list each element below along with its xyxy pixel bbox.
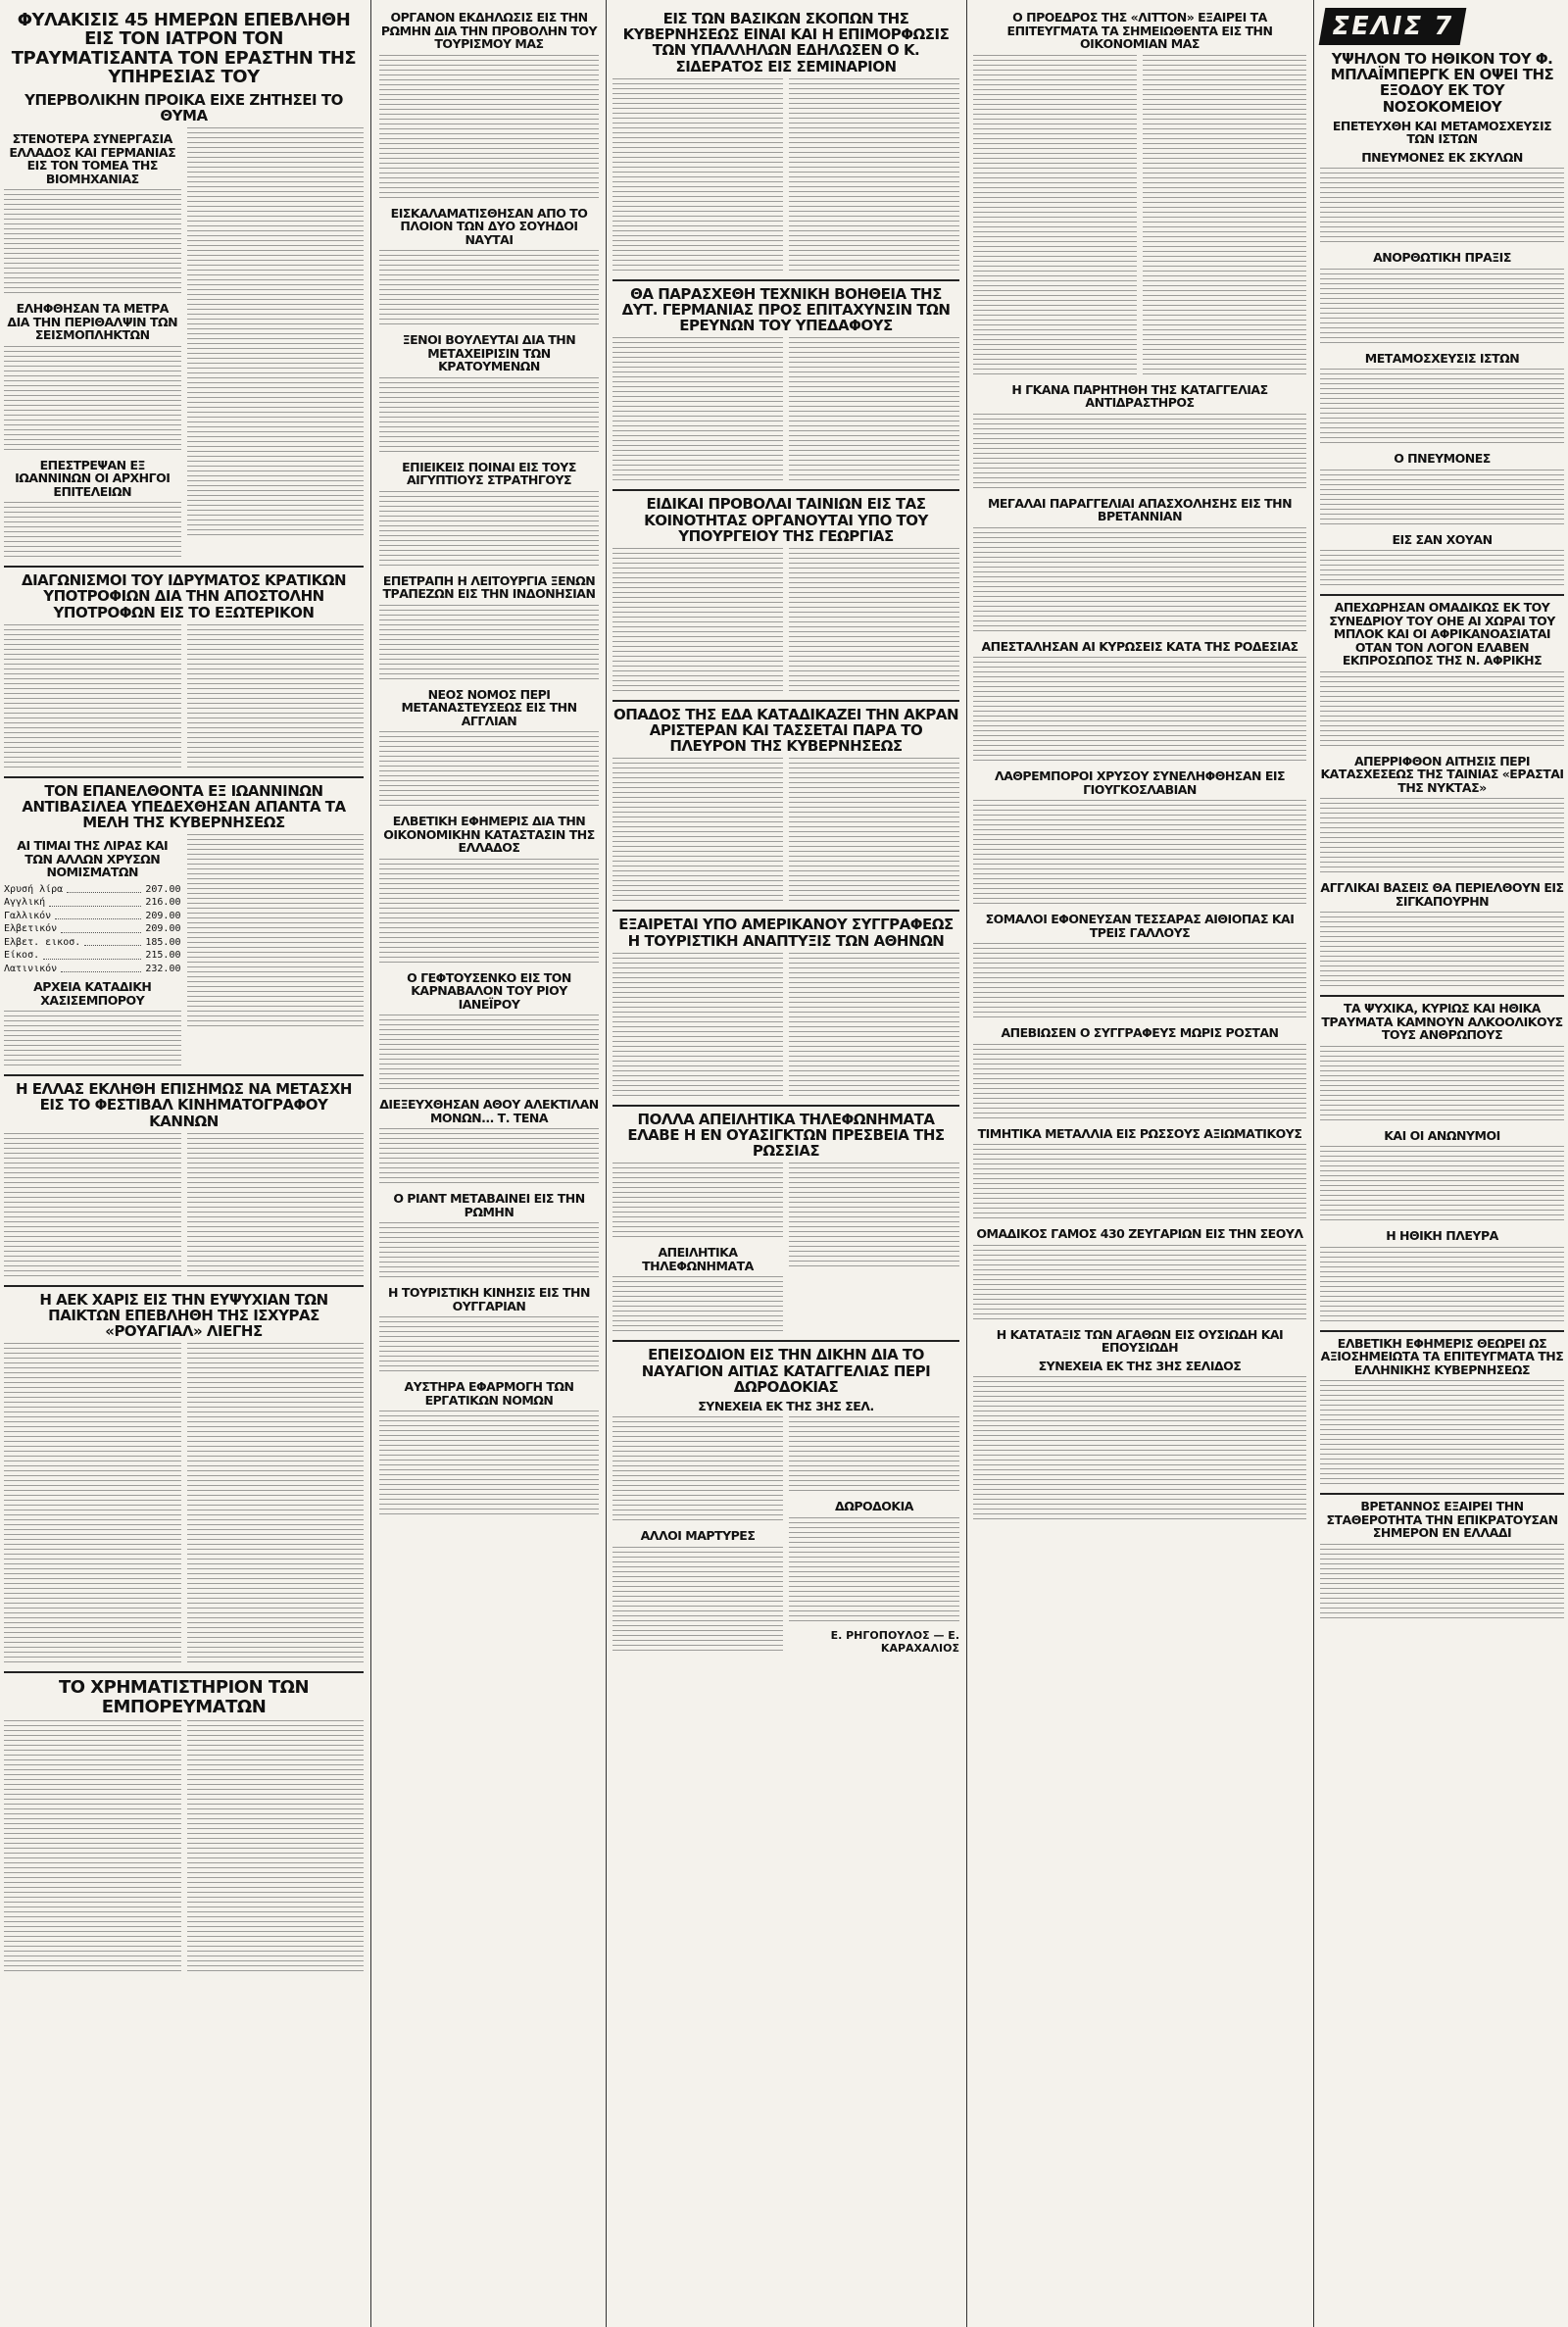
article-body [4, 346, 181, 454]
headline: ΕΛΒΕΤΙΚΗ ΕΦΗΜΕΡΙΣ ΘΕΩΡΕΙ ΩΣ ΑΞΙΟΣΗΜΕΙΩΤΑ ΤΑ ΕΠΙΤΕΥΓΜΑΤΑ ΤΗΣ ΕΛΛΗΝΙΚΗΣ ΚΥΒΕΡΝΗΣΕΩΣ [1320, 1335, 1564, 1377]
article-body [612, 78, 783, 274]
article-body [612, 1163, 783, 1241]
subheadline: Η ΗΘΙΚΗ ΠΛΕΥΡΑ [1386, 1228, 1498, 1244]
article-body [973, 414, 1306, 492]
headline: ΕΠΕΙΣΟΔΙΟΝ ΕΙΣ ΤΗΝ ΔΙΚΗΝ ΔΙΑ ΤΟ ΝΑΥΑΓΙΟΝ ΑΙΤΙΑΣ ΚΑΤΑΓΓΕΛΙΑΣ ΠΕΡΙ ΔΩΡΟΔΟΚΙΑΣ [641, 1346, 931, 1396]
article-body [187, 624, 365, 771]
article-body [612, 337, 783, 484]
article-body [1320, 912, 1564, 990]
headline: ΕΞΑΙΡΕΤΑΙ ΥΠΟ ΑΜΕΡΙΚΑΝΟΥ ΣΥΓΓΡΑΦΕΩΣ Η ΤΟΥΡΙΣΤΙΚΗ ΑΝΑΠΤΥΞΙΣ ΤΩΝ ΑΘΗΝΩΝ [618, 916, 954, 950]
headline: ΕΙΣΚΑΛΑΜΑΤΙΣΘΗΣΑΝ ΑΠΟ ΤΟ ΠΛΟΙΟΝ ΤΩΝ ΔΥΟ ΣΟΥΗΔΟΙ ΝΑΥΤΑΙ [390, 205, 588, 247]
article-body [379, 377, 599, 456]
headline: Ο ΓΕΦΤΟΥΣΕΝΚΟ ΕΙΣ ΤΟΝ ΚΑΡΝΑΒΑΛΟΝ ΤΟΥ ΡΙΟΥ ΙΑΝΕΪΡΟΥ [407, 969, 571, 1012]
headline: ΤΟΝ ΕΠΑΝΕΛΘΟΝΤΑ ΕΞ ΙΩΑΝΝΙΝΩΝ ΑΝΤΙΒΑΣΙΛΕΑ ΥΠΕΔΕΧΘΗΣΑΝ ΑΠΑΝΤΑ ΤΑ ΜΕΛΗ ΤΗΣ ΚΥΒΕΡΝΗΣΕΩΣ [22, 781, 346, 832]
article-body [379, 731, 599, 810]
article-body [379, 491, 599, 569]
article-body [1320, 550, 1564, 589]
headline: ΣΟΜΑΛΟΙ ΕΦΟΝΕΥΣΑΝ ΤΕΣΣΑΡΑΣ ΑΙΘΙΟΠΑΣ ΚΑΙ ΤΡΕΙΣ ΓΑΛΛΟΥΣ [985, 912, 1295, 940]
article-body [1320, 671, 1564, 750]
divider [612, 1105, 959, 1107]
article-body [789, 78, 959, 274]
article-body [973, 527, 1306, 635]
column-3 [609, 0, 963, 2327]
article-body [789, 1163, 959, 1270]
article-body [789, 758, 959, 905]
column-5 [1316, 0, 1568, 2327]
headline: ΠΟΛΛΑ ΑΠΕΙΛΗΤΙΚΑ ΤΗΛΕΦΩΝΗΜΑΤΑ ΕΛΑΒΕ Η ΕΝ ΟΥΑΣΙΓΚΤΩΝ ΠΡΕΣΒΕΙΑ ΤΗΣ ΡΩΣΣΙΑΣ [627, 1110, 945, 1161]
subheadline: ΠΝΕΥΜΟΝΕΣ ΕΚ ΣΚΥΛΩΝ [1361, 149, 1523, 165]
headline: ΑΓΓΛΙΚΑΙ ΒΑΣΕΙΣ ΘΑ ΠΕΡΙΕΛΘΟΥΝ ΕΙΣ ΣΙΓΚΑΠΟΥΡΗΝ [1320, 880, 1564, 909]
headline: ΑΠΕΣΤΑΛΗΣΑΝ ΑΙ ΚΥΡΩΣΕΙΣ ΚΑΤΑ ΤΗΣ ΡΟΔΕΣΙΑΣ [981, 638, 1298, 654]
headline: ΑΡΧΕΙΑ ΚΑΤΑΔΙΚΗ ΧΑΣΙΣΕΜΠΟΡΟΥ [33, 979, 152, 1008]
byline: Ε. ΡΗΓΟΠΟΥΛΟΣ — Ε. ΚΑΡΑΧΑΛΙΟΣ [830, 1628, 959, 1655]
article-body [973, 800, 1306, 908]
article-body [379, 1316, 599, 1375]
subheadline: ΑΛΛΟΙ ΜΑΡΤΥΡΕΣ [640, 1528, 756, 1544]
article-body [1320, 168, 1564, 246]
column-4 [969, 0, 1310, 2327]
headline: ΔΙΕΞΕΥΧΘΗΣΑΝ ΑΘΟΥ ΑΛΕΚΤΙΛΑΝ ΜΟΝΩΝ... Τ. ΤΕΝΑ [379, 1097, 599, 1125]
article-body [379, 1128, 599, 1187]
article-body [187, 127, 365, 539]
article-body [379, 605, 599, 683]
divider [1320, 594, 1564, 596]
article-body [1320, 1380, 1564, 1488]
headline: Ο ΡΙΑΝΤ ΜΕΤΑΒΑΙΝΕΙ ΕΙΣ ΤΗΝ ΡΩΜΗΝ [393, 1191, 585, 1219]
article-body [1320, 269, 1564, 347]
headline: ΑΥΣΤΗΡΑ ΕΦΑΡΜΟΓΗ ΤΩΝ ΕΡΓΑΤΙΚΩΝ ΝΟΜΩΝ [404, 1379, 574, 1408]
headline: ΤΑ ΨΥΧΙΚΑ, ΚΥΡΙΩΣ ΚΑΙ ΗΘΙΚΑ ΤΡΑΥΜΑΤΑ ΚΑΜΝΟΥΝ ΑΛΚΟΟΛΙΚΟΥΣ ΤΟΥΣ ΑΝΘΡΩΠΟΥΣ [1321, 1001, 1563, 1043]
column-rule [606, 0, 607, 2327]
article-body [187, 834, 365, 1030]
headline: ΘΑ ΠΑΡΑΣΧΕΘΗ ΤΕΧΝΙΚΗ ΒΟΗΘΕΙΑ ΤΗΣ ΔΥΤ. ΓΕΡΜΑΝΙΑΣ ΠΡΟΣ ΕΠΙΤΑΧΥΝΣΙΝ ΤΩΝ ΕΡΕΥΝΩΝ ΤΟΥ ΥΠΕΔΑΦΟΥΣ [621, 284, 951, 335]
column-rule [370, 0, 371, 2327]
price-row: Χρυσή λίρα 207.00 [4, 883, 181, 895]
article-body [1320, 369, 1564, 447]
column-1 [0, 0, 368, 2327]
headline: ΟΡΓΑΝΟΝ ΕΚΔΗΛΩΣΙΣ ΕΙΣ ΤΗΝ ΡΩΜΗΝ ΔΙΑ ΤΗΝ ΠΡΟΒΟΛΗΝ ΤΟΥ ΤΟΥΡΙΣΜΟΥ ΜΑΣ [380, 10, 598, 51]
headline: Η ΓΚΑΝΑ ΠΑΡΗΤΗΘΗ ΤΗΣ ΚΑΤΑΓΓΕΛΙΑΣ ΑΝΤΙΔΡΑΣΤΗΡΟΣ [1011, 381, 1268, 410]
subheadline: ΑΝΟΡΘΩΤΙΚΗ ΠΡΑΞΙΣ [1373, 250, 1511, 266]
article-body [379, 1411, 599, 1518]
headline: ΕΠΕΤΕΥΧΘΗ ΚΑΙ ΜΕΤΑΜΟΣΧΕΥΣΙΣ ΤΩΝ ΙΣΤΩΝ [1332, 118, 1552, 147]
article-body [973, 657, 1306, 765]
article-body [789, 337, 959, 484]
page-number-logo: ΣΕΛΙΣ 7 [1319, 8, 1467, 45]
column-rule [1313, 0, 1314, 2327]
subheadline: ΑΠΕΙΛΗΤΙΚΑ ΤΗΛΕΦΩΝΗΜΑΤΑ [642, 1245, 754, 1273]
divider [4, 1074, 364, 1076]
continuation-label: ΣΥΝΕΧΕΙΑ ΕΚ ΤΗΣ 3ΗΣ ΣΕΛ. [698, 1398, 874, 1413]
divider [1320, 995, 1564, 997]
article-body [612, 1416, 783, 1524]
article-body [379, 1222, 599, 1281]
article-body [379, 55, 599, 202]
article-body [789, 1517, 959, 1625]
article-body [4, 1720, 181, 1975]
article-body [789, 548, 959, 695]
headline: ΔΙΑΓΩΝΙΣΜΟΙ ΤΟΥ ΙΔΡΥΜΑΤΟΣ ΚΡΑΤΙΚΩΝ ΥΠΟΤΡΟΦΙΩΝ ΔΙΑ ΤΗΝ ΑΠΟΣΤΟΛΗΝ ΥΠΟΤΡΟΦΩΝ ΕΙΣ ΤΟ ΕΞΩΤΕΡΙΚΟΝ [21, 571, 347, 621]
subheadline: ΕΙΣ ΣΑΝ ΧΟΥΑΝ [1392, 531, 1493, 547]
headline: ΟΠΑΔΟΣ ΤΗΣ ΕΔΑ ΚΑΤΑΔΙΚΑΖΕΙ ΤΗΝ ΑΚΡΑΝ ΑΡΙΣΤΕΡΑΝ ΚΑΙ ΤΑΣΣΕΤΑΙ ΠΑΡΑ ΤΟ ΠΛΕΥΡΟΝ ΤΗΣ ΚΥΒΕΡΝΗΣΕΩΣ [612, 705, 959, 756]
article-body [4, 189, 181, 297]
headline: ΛΑΘΡΕΜΠΟΡΟΙ ΧΡΥΣΟΥ ΣΥΝΕΛΗΦΘΗΣΑΝ ΕΙΣ ΓΙΟΥΓΚΟΣΛΑΒΙΑΝ [994, 768, 1286, 797]
article-body [973, 1144, 1306, 1222]
article-body [187, 1133, 365, 1280]
column-rule [966, 0, 967, 2327]
headline: Ο ΠΡΟΕΔΡΟΣ ΤΗΣ «ΛΙΤΤΟΝ» ΕΞΑΙΡΕΙ ΤΑ ΕΠΙΤΕΥΓΜΑΤΑ ΤΑ ΣΗΜΕΙΩΘΕΝΤΑ ΕΙΣ ΤΗΝ ΟΙΚΟΝΟΜΙΑΝ ΜΑΣ [1006, 10, 1273, 51]
price-row: Γαλλικόν 209.00 [4, 910, 181, 921]
article-body [612, 758, 783, 905]
article-body [4, 1133, 181, 1280]
subheadline: ΥΠΕΡΒΟΛΙΚΗΝ ΠΡΟΙΚΑ ΕΙΧΕ ΖΗΤΗΣΕΙ ΤΟ ΘΥΜΑ [24, 90, 343, 124]
column-2 [375, 0, 603, 2327]
price-row: Είκοσ. 215.00 [4, 950, 181, 962]
headline: Η ΤΟΥΡΙΣΤΙΚΗ ΚΙΝΗΣΙΣ ΕΙΣ ΤΗΝ ΟΥΓΓΑΡΙΑΝ [388, 1285, 590, 1313]
headline: ΑΠΕΒΙΩΣΕΝ Ο ΣΥΓΓΡΑΦΕΥΣ ΜΩΡΙΣ ΡΟΣΤΑΝ [1001, 1025, 1279, 1040]
price-row: Ελβετικόν 209.00 [4, 923, 181, 935]
article-body [973, 1245, 1306, 1323]
article-body [187, 1343, 365, 1666]
price-row: Ελβετ. εικοσ. 185.00 [4, 936, 181, 948]
headline: ΣΤΕΝΟΤΕΡΑ ΣΥΝΕΡΓΑΣΙΑ ΕΛΛΑΔΟΣ ΚΑΙ ΓΕΡΜΑΝΙΑΣ ΕΙΣ ΤΟΝ ΤΟΜΕΑ ΤΗΣ ΒΙΟΜΗΧΑΝΙΑΣ [9, 131, 176, 186]
headline: ΟΜΑΔΙΚΟΣ ΓΑΜΟΣ 430 ΖΕΥΓΑΡΙΩΝ ΕΙΣ ΤΗΝ ΣΕΟΥΛ [976, 1226, 1303, 1241]
headline: ΑΙ ΤΙΜΑΙ ΤΗΣ ΛΙΡΑΣ ΚΑΙ ΤΩΝ ΑΛΛΩΝ ΧΡΥΣΩΝ ΝΟΜΙΣΜΑΤΩΝ [17, 838, 169, 880]
headline: ΑΠΕΡΡΙΦΘΟΝ ΑΙΤΗΣΙΣ ΠΕΡΙ ΚΑΤΑΣΧΕΣΕΩΣ ΤΗΣ ΤΑΙΝΙΑΣ «ΕΡΑΣΤΑΙ ΤΗΣ ΝΥΚΤΑΣ» [1320, 753, 1564, 795]
divider [1320, 1330, 1564, 1332]
divider [612, 279, 959, 281]
headline: ΕΛΒΕΤΙΚΗ ΕΦΗΜΕΡΙΣ ΔΙΑ ΤΗΝ ΟΙΚΟΝΟΜΙΚΗΝ ΚΑΤΑΣΤΑΣΙΝ ΤΗΣ ΕΛΛΑΔΟΣ [383, 814, 595, 855]
divider [1320, 1493, 1564, 1495]
headline: ΞΕΝΟΙ ΒΟΥΛΕΥΤΑΙ ΔΙΑ ΤΗΝ ΜΕΤΑΧΕΙΡΙΣΙΝ ΤΩΝ ΚΡΑΤΟΥΜΕΝΩΝ [402, 332, 576, 373]
headline: ΑΠΕΧΩΡΗΣΑΝ ΟΜΑΔΙΚΩΣ ΕΚ ΤΟΥ ΣΥΝΕΔΡΙΟΥ ΤΟΥ ΟΗΕ ΑΙ ΧΩΡΑΙ ΤΟΥ ΜΠΛΟΚ ΚΑΙ ΟΙ ΑΦΡΙΚΑΝΟΑΣΙΑΤΑΙ ΟΤΑΝ ΤΟΝ ΛΟΓΟΝ ΕΛΑΒΕΝ ΕΚΠΡΟΣΩΠΟΣ ΤΗΣ Ν. ΑΦΡΙΚΗΣ [1329, 600, 1555, 668]
price-row: Αγγλική 216.00 [4, 897, 181, 909]
article-body [379, 859, 599, 966]
article-body [789, 1416, 959, 1495]
article-body [1320, 470, 1564, 528]
subheadline: ΚΑΙ ΟΙ ΑΝΩΝΥΜΟΙ [1384, 1127, 1500, 1143]
article-body [973, 1044, 1306, 1122]
headline: ΕΛΗΦΘΗΣΑΝ ΤΑ ΜΕΤΡΑ ΔΙΑ ΤΗΝ ΠΕΡΙΘΑΛΨΙΝ ΤΩΝ ΣΕΙΣΜΟΠΛΗΚΤΩΝ [7, 301, 178, 343]
headline: ΜΕΓΑΛΑΙ ΠΑΡΑΓΓΕΛΙΑΙ ΑΠΑΣΧΟΛΗΣΗΣ ΕΙΣ ΤΗΝ ΒΡΕΤΑΝΝΙΑΝ [987, 495, 1293, 523]
article-body [612, 548, 783, 695]
article-body [973, 55, 1137, 378]
article-body [1143, 55, 1306, 378]
article-body [4, 502, 181, 561]
headline: Η ΑΕΚ ΧΑΡΙΣ ΕΙΣ ΤΗΝ ΕΥΨΥΧΙΑΝ ΤΩΝ ΠΑΙΚΤΩΝ ΕΠΕΒΛΗΘΗ ΤΗΣ ΙΣΧΥΡΑΣ «ΡΟΥΑΓΙΑΛ» ΛΙΕΓΗΣ [39, 1290, 328, 1341]
divider [612, 700, 959, 702]
headline: ΕΙΔΙΚΑΙ ΠΡΟΒΟΛΑΙ ΤΑΙΝΙΩΝ ΕΙΣ ΤΑΣ ΚΟΙΝΟΤΗΤΑΣ ΟΡΓΑΝΟΥΤΑΙ ΥΠΟ ΤΟΥ ΥΠΟΥΡΓΕΙΟΥ ΤΗΣ ΓΕΩΡΓΙΑΣ [644, 495, 928, 545]
headline: ΕΙΣ ΤΩΝ ΒΑΣΙΚΩΝ ΣΚΟΠΩΝ ΤΗΣ ΚΥΒΕΡΝΗΣΕΩΣ ΕΙΝΑΙ ΚΑΙ Η ΕΠΙΜΟΡΦΩΣΙΣ ΤΩΝ ΥΠΑΛΛΗΛΩΝ ΕΔΗΛΩΣΕΝ Ο Κ. ΣΙΔΕΡΑΤΟΣ ΕΙΣ ΣΕΜΙΝΑΡΙΟΝ [622, 10, 950, 75]
article-body [4, 1011, 181, 1069]
headline: ΝΕΟΣ ΝΟΜΟΣ ΠΕΡΙ ΜΕΤΑΝΑΣΤΕΥΣΕΩΣ ΕΙΣ ΤΗΝ ΑΓΓΛΙΑΝ [401, 686, 577, 728]
headline: ΦΥΛΑΚΙΣΙΣ 45 ΗΜΕΡΩΝ ΕΠΕΒΛΗΘΗ ΕΙΣ ΤΟΝ ΙΑΤΡΟΝ ΤΟΝ ΤΡΑΥΜΑΤΙΣΑΝΤΑ ΤΟΝ ΕΡΑΣΤΗΝ ΤΗΣ ΥΠΗΡΕΣΙΑΣ ΤΟΥ [11, 10, 357, 88]
article-body [973, 1376, 1306, 1523]
headline: Η ΚΑΤΑΤΑΞΙΣ ΤΩΝ ΑΓΑΘΩΝ ΕΙΣ ΟΥΣΙΩΔΗ ΚΑΙ ΕΠΟΥΣΙΩΔΗ [996, 1326, 1284, 1355]
article-body [1320, 1146, 1564, 1224]
headline: ΕΠΕΣΤΡΕΨΑΝ ΕΞ ΙΩΑΝΝΙΝΩΝ ΟΙ ΑΡΧΗΓΟΙ ΕΠΙΤΕΛΕΙΩΝ [15, 457, 171, 499]
divider [4, 1285, 364, 1287]
article-body [612, 953, 783, 1100]
headline: ΕΠΕΤΡΑΠΗ Η ΛΕΙΤΟΥΡΓΙΑ ΞΕΝΩΝ ΤΡΑΠΕΖΩΝ ΕΙΣ ΤΗΝ ΙΝΔΟΝΗΣΙΑΝ [382, 572, 596, 601]
article-body [4, 624, 181, 771]
divider [4, 1671, 364, 1673]
article-body [1320, 1046, 1564, 1124]
continuation-label: ΣΥΝΕΧΕΙΑ ΕΚ ΤΗΣ 3ΗΣ ΣΕΛΙΔΟΣ [1038, 1358, 1242, 1373]
subheadline: ΔΩΡΟΔΟΚΙΑ [835, 1499, 913, 1514]
article-body [789, 953, 959, 1100]
article-body [1320, 1544, 1564, 1622]
article-body [4, 1343, 181, 1666]
article-body [379, 1015, 599, 1093]
subheadline: Ο ΠΝΕΥΜΟΝΕΣ [1394, 451, 1491, 467]
headline: ΥΨΗΛΟΝ ΤΟ ΗΘΙΚΟΝ ΤΟΥ Φ. ΜΠΛΑΪΜΠΕΡΓΚ ΕΝ ΟΨΕΙ ΤΗΣ ΕΞΟΔΟΥ ΕΚ ΤΟΥ ΝΟΣΟΚΟΜΕΙΟΥ [1330, 50, 1554, 116]
price-row: Λατινικόν 232.00 [4, 963, 181, 974]
divider [4, 776, 364, 778]
article-body [612, 1276, 783, 1335]
divider [612, 489, 959, 491]
subheadline: ΜΕΤΑΜΟΣΧΕΥΣΙΣ ΙΣΤΩΝ [1364, 350, 1520, 366]
divider [612, 910, 959, 912]
article-body [973, 943, 1306, 1021]
headline: ΒΡΕΤΑΝΝΟΣ ΕΞΑΙΡΕΙ ΤΗΝ ΣΤΑΘΕΡΟΤΗΤΑ ΤΗΝ ΕΠΙΚΡΑΤΟΥΣΑΝ ΣΗΜΕΡΟΝ ΕΝ ΕΛΛΑΔΙ [1326, 1499, 1558, 1541]
article-body [612, 1547, 783, 1655]
divider [612, 1340, 959, 1342]
article-body [1320, 798, 1564, 876]
article-body [379, 250, 599, 328]
gold-price-table [4, 883, 181, 976]
divider [4, 566, 364, 568]
article-body [187, 1720, 365, 1975]
headline: Η ΕΛΛΑΣ ΕΚΛΗΘΗ ΕΠΙΣΗΜΩΣ ΝΑ ΜΕΤΑΣΧΗ ΕΙΣ ΤΟ ΦΕΣΤΙΒΑΛ ΚΙΝΗΜΑΤΟΓΡΑΦΟΥ ΚΑΝΝΩΝ [16, 1080, 352, 1130]
article-body [1320, 1247, 1564, 1325]
headline: ΤΙΜΗΤΙΚΑ ΜΕΤΑΛΛΙΑ ΕΙΣ ΡΩΣΣΟΥΣ ΑΞΙΩΜΑΤΙΚΟΥΣ [977, 1125, 1302, 1141]
headline: ΕΠΙΕΙΚΕΙΣ ΠΟΙΝΑΙ ΕΙΣ ΤΟΥΣ ΑΙΓΥΠΤΙΟΥΣ ΣΤΡΑΤΗΓΟΥΣ [402, 459, 576, 487]
headline: ΤΟ ΧΡΗΜΑΤΙΣΤΗΡΙΟΝ ΤΩΝ ΕΜΠΟΡΕΥΜΑΤΩΝ [58, 1677, 310, 1717]
